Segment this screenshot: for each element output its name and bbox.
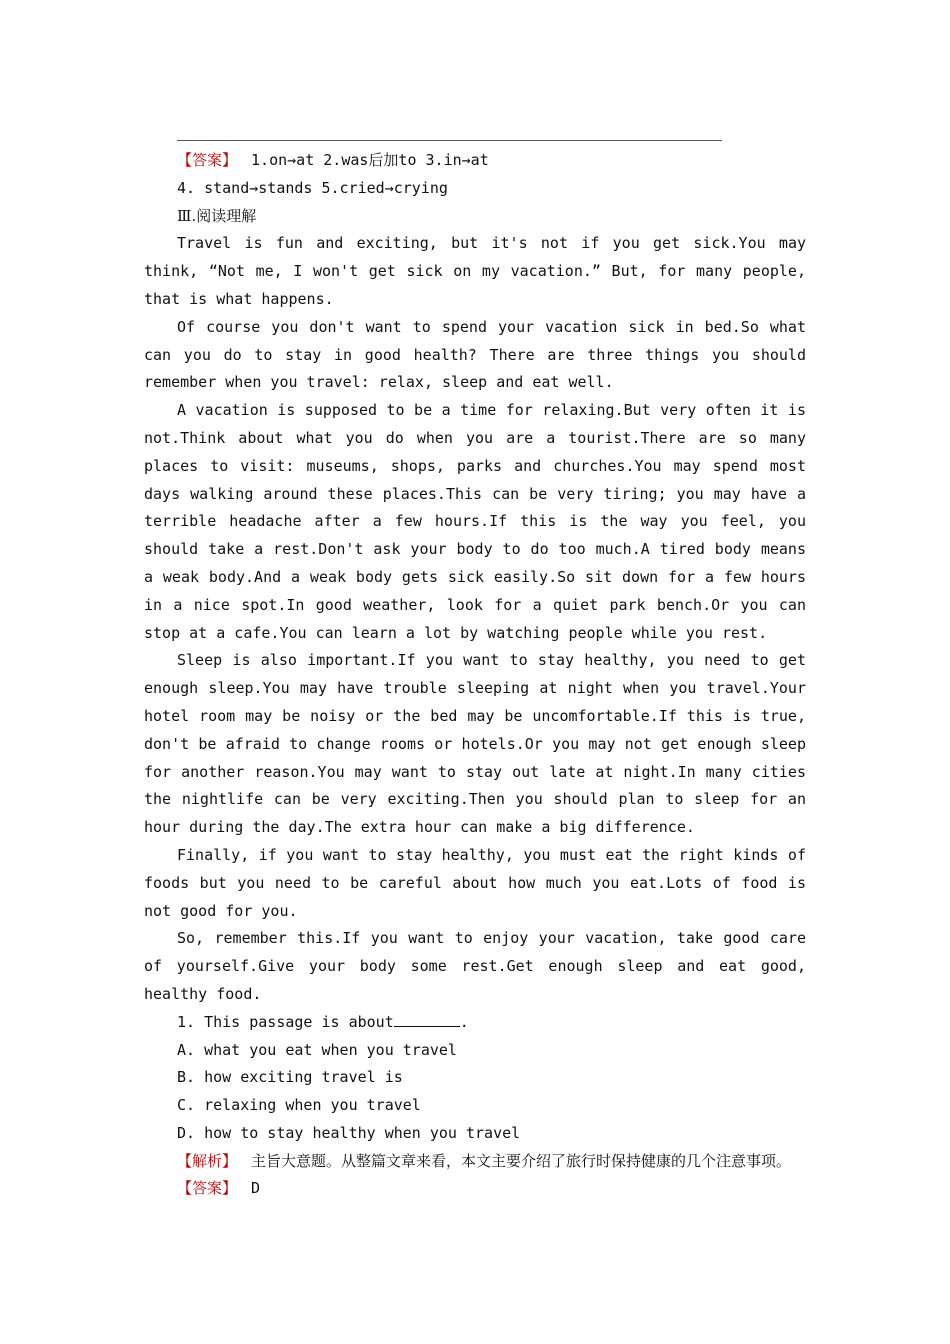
question-stem [144, 1009, 806, 1037]
analysis-tag: 【解析】 [177, 1151, 238, 1170]
answer-line-2: 4. stand→stands 5.cried→crying [177, 178, 448, 197]
question-stem-end: . [459, 1012, 469, 1031]
analysis-block [144, 1148, 806, 1176]
answer-line-final [144, 1175, 806, 1203]
answer-tag: 【答案】 [177, 151, 238, 169]
passage-paragraph-3: A vacation is supposed to be a time for relaxing.But very often it is not.Think about what you do when you are a tourist.There are so many places to visit: museums, shops, parks and churches.You may spend most days walking around these places.This can be very tiring; you may have a terrible headache after a few hours.If this is the way you feel, you should take a rest.Don't ask your body to do too much.A tired body means a weak body.And a weak body gets sick easily.So sit down for a few hours in a nice spot.In good weather, look for a quiet park bench.Or you can stop at a cafe.You can learn a lot by watching people while you rest. [144, 401, 806, 642]
divider-line [177, 140, 722, 141]
option-a: A. what you eat when you travel [177, 1040, 457, 1059]
question-stem-text: 1. This passage is about [177, 1012, 394, 1031]
answer-line-1 [144, 147, 806, 175]
answer-text-1: 1.on→at 2.was后加to 3.in→at [251, 151, 489, 169]
passage-paragraph-4: Sleep is also important.If you want to stay healthy, you need to get enough sleep.You may have trouble sleeping at night when you travel.Your hotel room may be noisy or the bed may be uncomfortable.If this is true, don't be afraid to change rooms or hotels.Or you may not get enough sleep for another reason.You may want to stay out late at night.In many cities the nightlife can be very exciting.Then you should plan to sleep for an hour during the day.The extra hour can make a big difference. [144, 651, 806, 837]
section-heading: Ⅲ.阅读理解 [177, 206, 257, 225]
passage-paragraph-2: Of course you don't want to spend your vacation sick in bed.So what can you do to stay in good health? There are three things you should remember when you travel: relax, sleep and eat well. [144, 317, 806, 392]
option-b: B. how exciting travel is [177, 1068, 403, 1087]
option-c: C. relaxing when you travel [177, 1096, 421, 1115]
passage-paragraph-6: So, remember this.If you want to enjoy your vacation, take good care of yourself.Give your body some rest.Get enough sleep and eat good, healthy food. [144, 929, 806, 1003]
passage-paragraph-5: Finally, if you want to stay healthy, you must eat the right kinds of foods but you need to be careful about how much you eat.Lots of food is not good for you. [144, 845, 806, 920]
content-column [144, 147, 806, 1203]
answer-blank [394, 1012, 460, 1027]
analysis-text: 主旨大意题。从整篇文章来看，本文主要介绍了旅行时保持健康的几个注意事项。 [251, 1151, 792, 1170]
option-d: D. how to stay healthy when you travel [177, 1123, 521, 1142]
passage-paragraph-1: Travel is fun and exciting, but it's not if you get sick.You may think, “Not me, I won't get sick on my vacation.” But, for many people, that is what happens. [144, 234, 806, 308]
final-answer-value: D [251, 1179, 261, 1198]
final-answer-tag: 【答案】 [177, 1179, 238, 1198]
